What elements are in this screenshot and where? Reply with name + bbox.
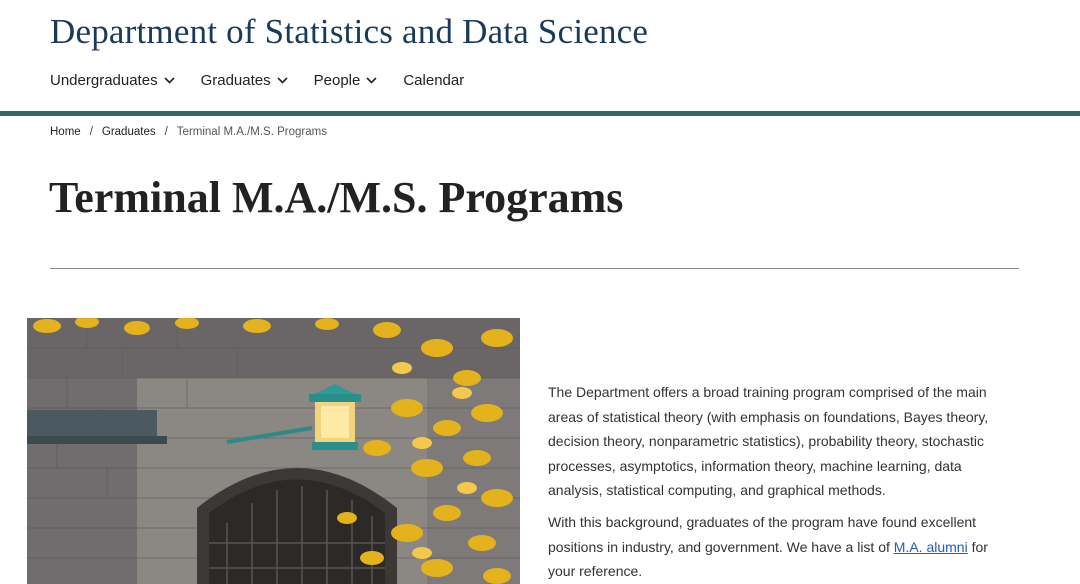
intro-text-after-link: for your reference. (548, 538, 988, 580)
hero-image (27, 318, 520, 584)
breadcrumb-current: Terminal M.A./M.S. Programs (176, 126, 327, 138)
nav-item-label: Graduates (200, 72, 271, 89)
chevron-down-icon (164, 77, 175, 84)
breadcrumb-home[interactable]: Home (50, 126, 81, 138)
nav-item-undergraduates[interactable] (50, 72, 175, 89)
breadcrumb (50, 126, 327, 138)
breadcrumb-separator: / (164, 126, 168, 138)
nav-item-label: Undergraduates (50, 72, 158, 89)
breadcrumb-graduates[interactable]: Graduates (101, 126, 156, 138)
site-title[interactable]: Department of Statistics and Data Science (50, 12, 649, 51)
nav-item-calendar[interactable] (403, 72, 464, 89)
intro-paragraph: The Department offers a broad training program comprised of the main areas of statistical theory (with emphasis on foundations, Bayes theory, decision theory, nonparametric statistics), probability theory, stochastic processes, asymptotics, information theory, machine learning, data analysis, statistical computing, and graphical methods. (548, 384, 989, 499)
nav-divider (0, 111, 1080, 116)
nav-item-people[interactable] (314, 72, 378, 89)
nav-item-label: People (313, 72, 361, 89)
intro-text (548, 380, 1018, 584)
nav-item-label: Calendar (403, 72, 465, 89)
breadcrumb-separator: / (89, 126, 93, 138)
chevron-down-icon (366, 77, 377, 84)
title-divider (50, 268, 1019, 269)
nav-item-graduates[interactable] (201, 72, 288, 89)
chevron-down-icon (277, 77, 288, 84)
ma-alumni-link[interactable]: M.A. alumni (893, 538, 968, 555)
intro-paragraph (548, 510, 1018, 584)
page-title: Terminal M.A./M.S. Programs (49, 173, 624, 222)
intro-text-before-link: With this background, graduates of the program have found excellent positions in industry, and government. We have a list of (548, 513, 977, 555)
building-lantern-photo-icon (27, 318, 520, 584)
main-nav (50, 72, 464, 89)
